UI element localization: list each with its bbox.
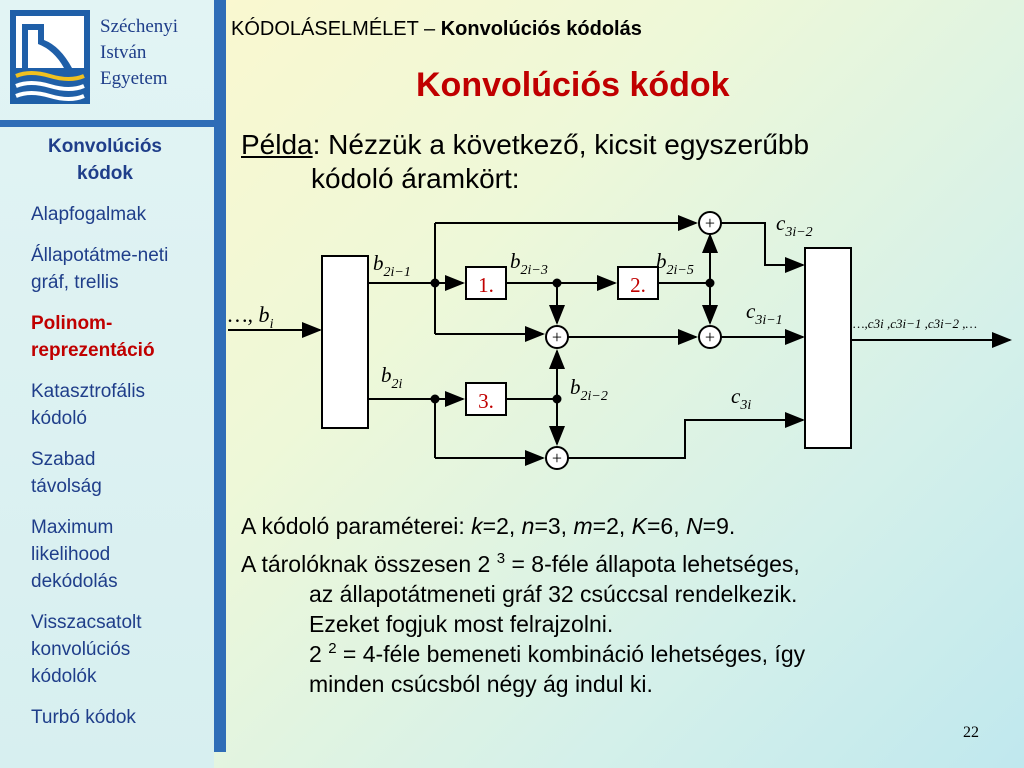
register-1-label: 1. [478, 273, 494, 297]
label-b-2i: $b_{2i}$ [381, 363, 403, 392]
sidebar-item-katasztrofalis-kodolo[interactable]: Katasztrofális kódoló [31, 381, 146, 429]
label-c-3i-2: $c_{3i-2}$ [776, 211, 813, 240]
university-name-line1: Széchenyi [100, 16, 179, 37]
university-name-line2: István [100, 42, 147, 63]
sidebar-item-szabad-tavolsag[interactable]: Szabad távolság [31, 449, 102, 497]
encoder-parameters: A kódoló paraméterei: k=2, n=3, m=2, K=6, N=9. [241, 513, 736, 539]
states-description [241, 549, 1011, 699]
states-line-1: A tárolóknak összesen 2 $^3$ = 8-féle állapota lehetséges, [241, 550, 800, 577]
course-topic: Konvolúciós kódolás [440, 18, 642, 40]
example-text-line1: : Nézzük a következő, kicsit egyszerűbb [312, 129, 810, 160]
input-block [322, 256, 368, 428]
slide-title: Konvolúciós kódok [416, 66, 730, 104]
input-sequence-label: …, $b_i$ [228, 302, 274, 332]
states-line-4: 2 $^2$ = 4-féle bemeneti kombináció lehetséges, így [309, 640, 806, 667]
label-b-2i-5: $b_{2i-5}$ [656, 249, 694, 278]
course-header [231, 18, 642, 41]
label-b-2i-1: $b_{2i-1}$ [373, 251, 411, 280]
states-line-5: minden csúcsból négy ág indul ki. [309, 671, 653, 697]
course-name: KÓDOLÁSELMÉLET – [231, 18, 441, 40]
sidebar-item-allapotatmeneti-graf[interactable]: Állapotátme-neti gráf, trellis [31, 245, 169, 293]
sidebar-current-section[interactable]: Konvolúciós kódok [47, 136, 162, 184]
sidebar-item-alapfogalmak[interactable]: Alapfogalmak [31, 204, 147, 225]
example-intro [241, 128, 1001, 196]
label-b-2i-3: $b_{2i-3}$ [510, 249, 548, 278]
sidebar-nav [0, 133, 214, 745]
horizontal-divider [0, 120, 226, 127]
university-logo [10, 10, 90, 104]
sidebar-item-turbo-kodok[interactable]: Turbó kódok [31, 707, 136, 728]
svg-text:+: + [704, 213, 716, 233]
sidebar-item-polinom-reprezentacio[interactable]: Polinom-reprezentáció [31, 313, 155, 361]
svg-text:+: + [704, 327, 716, 347]
label-c-3i-1: $c_{3i-1}$ [746, 299, 783, 328]
svg-text:+: + [551, 448, 563, 468]
university-name-line3: Egyetem [100, 68, 168, 89]
label-b-2i-2: $b_{2i-2}$ [570, 375, 608, 404]
example-text-line2: kódoló áramkört: [311, 163, 520, 194]
output-sequence-label: …,c3i ,c3i−1 ,c3i−2 ,… [853, 316, 978, 331]
states-line-2: az állapotátmeneti gráf 32 csúccsal rendelkezik. [309, 581, 798, 607]
register-2-label: 2. [630, 273, 646, 297]
states-line-3: Ezeket fogjuk most felrajzolni. [309, 611, 614, 637]
page-number: 22 [963, 724, 979, 741]
svg-text:+: + [551, 327, 563, 347]
encoder-circuit-diagram [220, 200, 1020, 490]
sidebar-item-visszacsatolt[interactable]: Visszacsatolt konvolúciós kódolók [31, 612, 142, 687]
register-3-label: 3. [478, 389, 494, 413]
label-c-3i: $c_{3i}$ [731, 384, 752, 413]
example-label: Példa [241, 129, 313, 160]
output-block [805, 248, 851, 448]
sidebar-item-maximum-likelihood[interactable]: Maximum likelihood dekódolás [31, 517, 118, 592]
